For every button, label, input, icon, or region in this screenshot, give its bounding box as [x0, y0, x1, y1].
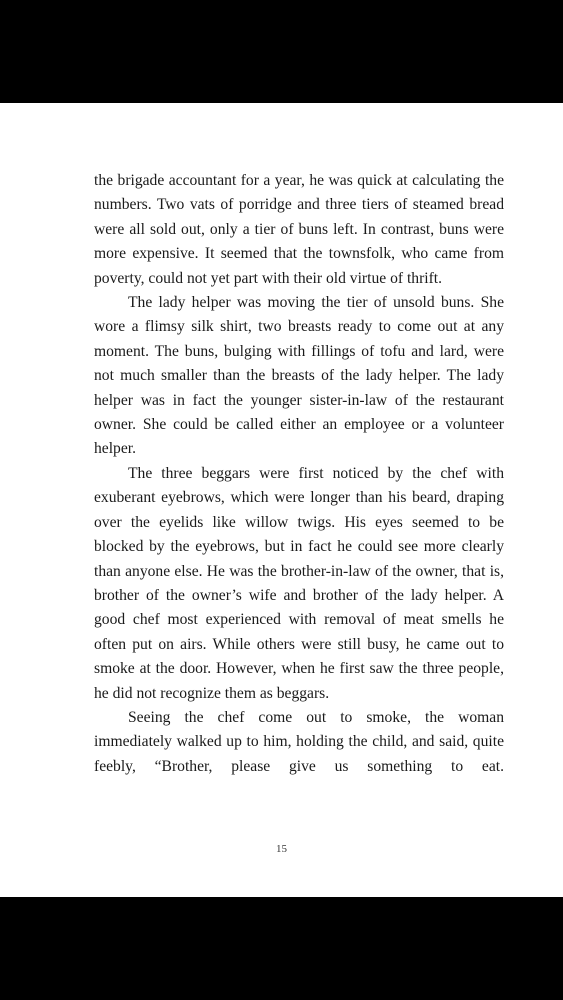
page-number: 15 [276, 843, 287, 855]
paragraph-1: the brigade accountant for a year, he was quick at calculating the numbers. Two vats of porridge and three tiers of steamed bread were all sold out, only a tier of buns left. In contrast, buns were more expensive. It seemed that the townsfolk, who came from poverty, could not yet part with their old virtue of thrift. [94, 172, 504, 287]
book-page [0, 103, 563, 897]
paragraph-4: Seeing the chef come out to smoke, the woman immediately walked up to him, holding the child, and said, quite feebly, “Brother, please give us something to eat. [94, 708, 504, 775]
paragraph-2: The lady helper was moving the tier of unsold buns. She wore a flimsy silk shirt, two breasts ready to come out at any moment. The buns, bulging with fillings of tofu and lard, were not much smaller than the breasts of the lady helper. The lady helper was in fact the younger sister-in-law of the restaurant owner. She could be called either an employee or a volunteer helper. [94, 294, 504, 458]
page-text [94, 169, 504, 779]
paragraph-3: The three beggars were first noticed by the chef with exuberant eyebrows, which were longer than his beard, draping over the eyelids like willow twigs. His eyes seemed to be blocked by the eyebrows, but in fact he could see more clearly than anyone else. He was the brother-in-law of the owner, that is, brother of the owner’s wife and brother of the lady helper. A good chef most experienced with removal of meat smells he often put on airs. While others were still busy, he came out to smoke at the door. However, when he first saw the three people, he did not recognize them as beggars. [94, 464, 504, 702]
